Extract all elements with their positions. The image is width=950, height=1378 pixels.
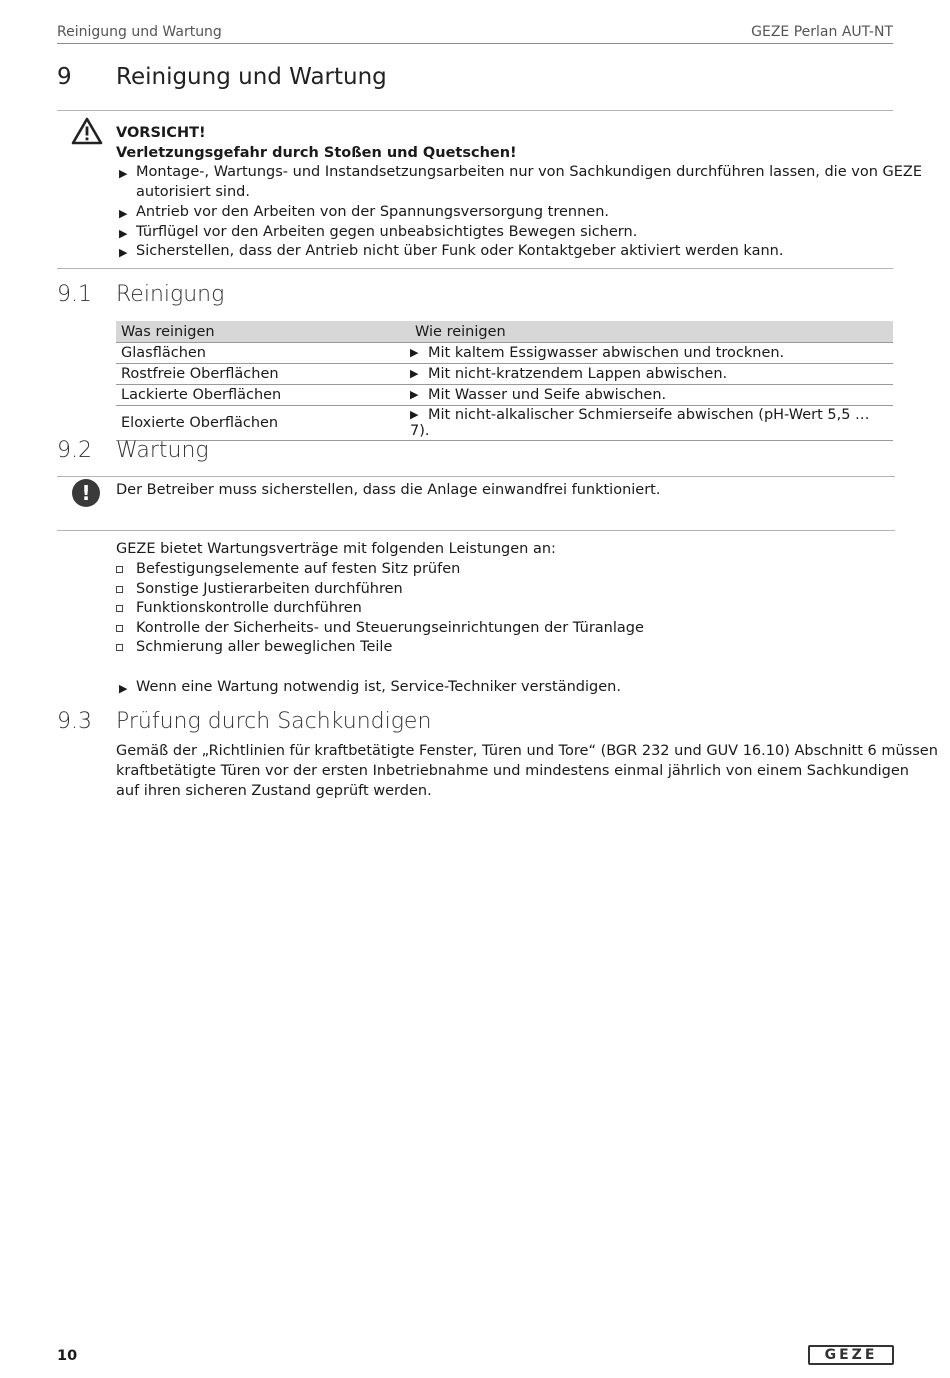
warning-item: Montage-, Wartungs- und Instandsetzungsarbeiten nur von Sachkundigen durchführen lassen, die von GEZE <box>136 164 922 180</box>
warning-item: Türflügel vor den Arbeiten gegen unbeabsichtigtes Bewegen sichern. <box>136 224 638 240</box>
bullet-arrow-icon: ▶ <box>119 167 128 180</box>
bullet-arrow-icon: ▶ <box>410 346 419 359</box>
warning-triangle-icon <box>71 117 103 145</box>
table-cell: Glasflächen <box>116 343 410 364</box>
square-bullet-icon <box>116 586 123 593</box>
square-bullet-icon <box>116 644 123 651</box>
notice-bottom-divider <box>57 530 895 531</box>
notice-text: Der Betreiber muss sicherstellen, dass die Anlage einwandfrei funktioniert. <box>116 482 661 498</box>
square-bullet-icon <box>116 566 123 573</box>
inspection-text-line: auf ihren sicheren Zustand geprüft werden. <box>116 783 432 799</box>
chapter-number: 9 <box>57 64 72 90</box>
maintenance-intro: GEZE bietet Wartungsverträge mit folgenden Leistungen an: <box>116 541 556 557</box>
running-header-left: Reinigung und Wartung <box>57 24 222 40</box>
warning-bottom-divider <box>57 268 893 269</box>
table-cell-text: Mit nicht-alkalischer Schmierseife abwischen (pH-Wert 5,5 … 7). <box>410 407 870 439</box>
table-cell: Rostfreie Oberflächen <box>116 364 410 385</box>
table-header-what: Was reinigen <box>116 321 410 343</box>
table-row <box>116 343 893 364</box>
table-row <box>116 385 893 406</box>
maintenance-action: Wenn eine Wartung notwendig ist, Service-Techniker verständigen. <box>136 679 621 695</box>
table-row <box>116 406 893 441</box>
section-title: Wartung <box>116 438 209 463</box>
warning-top-divider <box>57 110 893 111</box>
exclamation-icon: ! <box>72 479 100 507</box>
section-number: 9.3 <box>57 709 92 734</box>
list-item: Schmierung aller beweglichen Teile <box>136 639 393 655</box>
section-number: 9.2 <box>57 438 92 463</box>
geze-logo: GEZE <box>808 1345 894 1365</box>
bullet-arrow-icon: ▶ <box>119 207 128 220</box>
bullet-arrow-icon: ▶ <box>119 246 128 259</box>
page-number: 10 <box>57 1348 78 1364</box>
bullet-arrow-icon: ▶ <box>119 227 128 240</box>
cleaning-table <box>116 321 893 441</box>
table-cell <box>410 364 893 385</box>
warning-item-continuation: autorisiert sind. <box>136 184 250 200</box>
table-cell-text: Mit nicht-kratzendem Lappen abwischen. <box>428 366 728 382</box>
table-header-row <box>116 321 893 343</box>
table-header-how: Wie reinigen <box>410 321 893 343</box>
table-row <box>116 364 893 385</box>
section-title: Prüfung durch Sachkundigen <box>116 709 432 734</box>
list-item: Befestigungselemente auf festen Sitz prüfen <box>136 561 461 577</box>
table-cell: Eloxierte Oberflächen <box>116 406 410 441</box>
section-title: Reinigung <box>116 282 225 307</box>
table-cell-text: Mit Wasser und Seife abwischen. <box>428 387 667 403</box>
square-bullet-icon <box>116 625 123 632</box>
table-cell <box>410 406 893 441</box>
warning-hazard: Verletzungsgefahr durch Stoßen und Quetschen! <box>116 145 517 161</box>
section-number: 9.1 <box>57 282 92 307</box>
list-item: Funktionskontrolle durchführen <box>136 600 362 616</box>
table-cell-text: Mit kaltem Essigwasser abwischen und trocknen. <box>428 345 785 361</box>
bullet-arrow-icon: ▶ <box>119 682 128 695</box>
warning-item: Sicherstellen, dass der Antrieb nicht über Funk oder Kontaktgeber aktiviert werden kann. <box>136 243 784 259</box>
bullet-arrow-icon: ▶ <box>410 367 419 380</box>
header-divider <box>57 43 893 44</box>
warning-item: Antrieb vor den Arbeiten von der Spannungsversorgung trennen. <box>136 204 610 220</box>
running-header-right: GEZE Perlan AUT-NT <box>751 24 893 40</box>
table-cell <box>410 343 893 364</box>
table-cell: Lackierte Oberflächen <box>116 385 410 406</box>
notice-top-divider <box>57 476 895 477</box>
chapter-title: Reinigung und Wartung <box>116 64 387 90</box>
bullet-arrow-icon: ▶ <box>410 388 419 401</box>
inspection-text-line: kraftbetätigte Türen vor der ersten Inbetriebnahme und mindestens einmal jährlich von einem Sachkundigen <box>116 763 909 779</box>
table-cell <box>410 385 893 406</box>
inspection-text-line: Gemäß der „Richtlinien für kraftbetätigte Fenster, Türen und Tore“ (BGR 232 und GUV 16.10) Abschnitt 6 müssen <box>116 743 938 759</box>
bullet-arrow-icon: ▶ <box>410 408 419 421</box>
square-bullet-icon <box>116 605 123 612</box>
list-item: Sonstige Justierarbeiten durchführen <box>136 581 403 597</box>
warning-signal-word: VORSICHT! <box>116 125 206 141</box>
list-item: Kontrolle der Sicherheits- und Steuerungseinrichtungen der Türanlage <box>136 620 644 636</box>
